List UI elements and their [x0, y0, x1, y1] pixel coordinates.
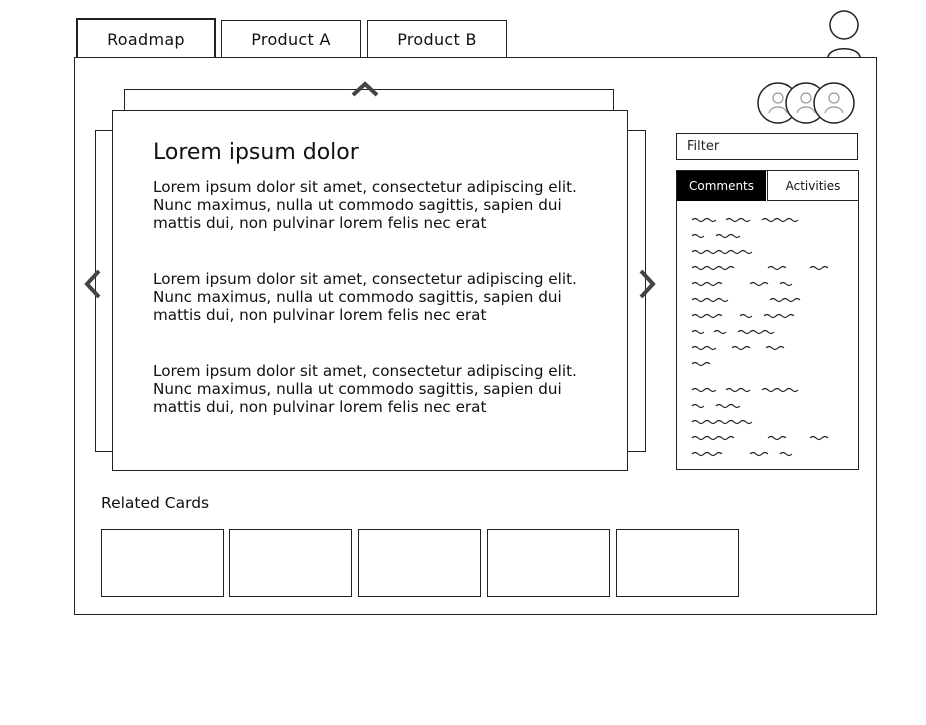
tab-roadmap[interactable]: Roadmap — [76, 18, 216, 58]
chevron-left-icon[interactable] — [82, 268, 104, 300]
card-paragraph: Lorem ipsum dolor sit amet, consectetur adipiscing elit. Nunc maximus, nulla ut commodo sagittis, sapien dui mattis dui, non pulvinar lorem felis nec erat — [153, 178, 577, 232]
related-card[interactable] — [487, 529, 610, 597]
card-paragraph: Lorem ipsum dolor sit amet, consectetur adipiscing elit. Nunc maximus, nulla ut commodo sagittis, sapien dui mattis dui, non pulvinar lorem felis nec erat — [153, 362, 577, 416]
tab-product-b[interactable]: Product B — [367, 20, 507, 58]
related-cards-title: Related Cards — [101, 494, 210, 512]
related-card[interactable] — [616, 529, 739, 597]
avatar-group-icon — [756, 82, 860, 126]
tab-product-a[interactable]: Product A — [221, 20, 361, 58]
comment-text-scribble — [690, 212, 846, 464]
chevron-up-icon[interactable] — [350, 79, 380, 99]
card-paragraph: Lorem ipsum dolor sit amet, consectetur adipiscing elit. Nunc maximus, nulla ut commodo sagittis, sapien dui mattis dui, non pulvinar lorem felis nec erat — [153, 270, 577, 324]
filter-input[interactable]: Filter — [676, 133, 858, 160]
tab-comments[interactable]: Comments — [677, 171, 766, 201]
tab-activities[interactable]: Activities — [767, 171, 858, 201]
card-title: Lorem ipsum dolor — [153, 140, 359, 165]
related-card[interactable] — [358, 529, 481, 597]
user-icon[interactable] — [822, 8, 866, 58]
related-card[interactable] — [101, 529, 224, 597]
related-card[interactable] — [229, 529, 352, 597]
chevron-right-icon[interactable] — [636, 268, 658, 300]
